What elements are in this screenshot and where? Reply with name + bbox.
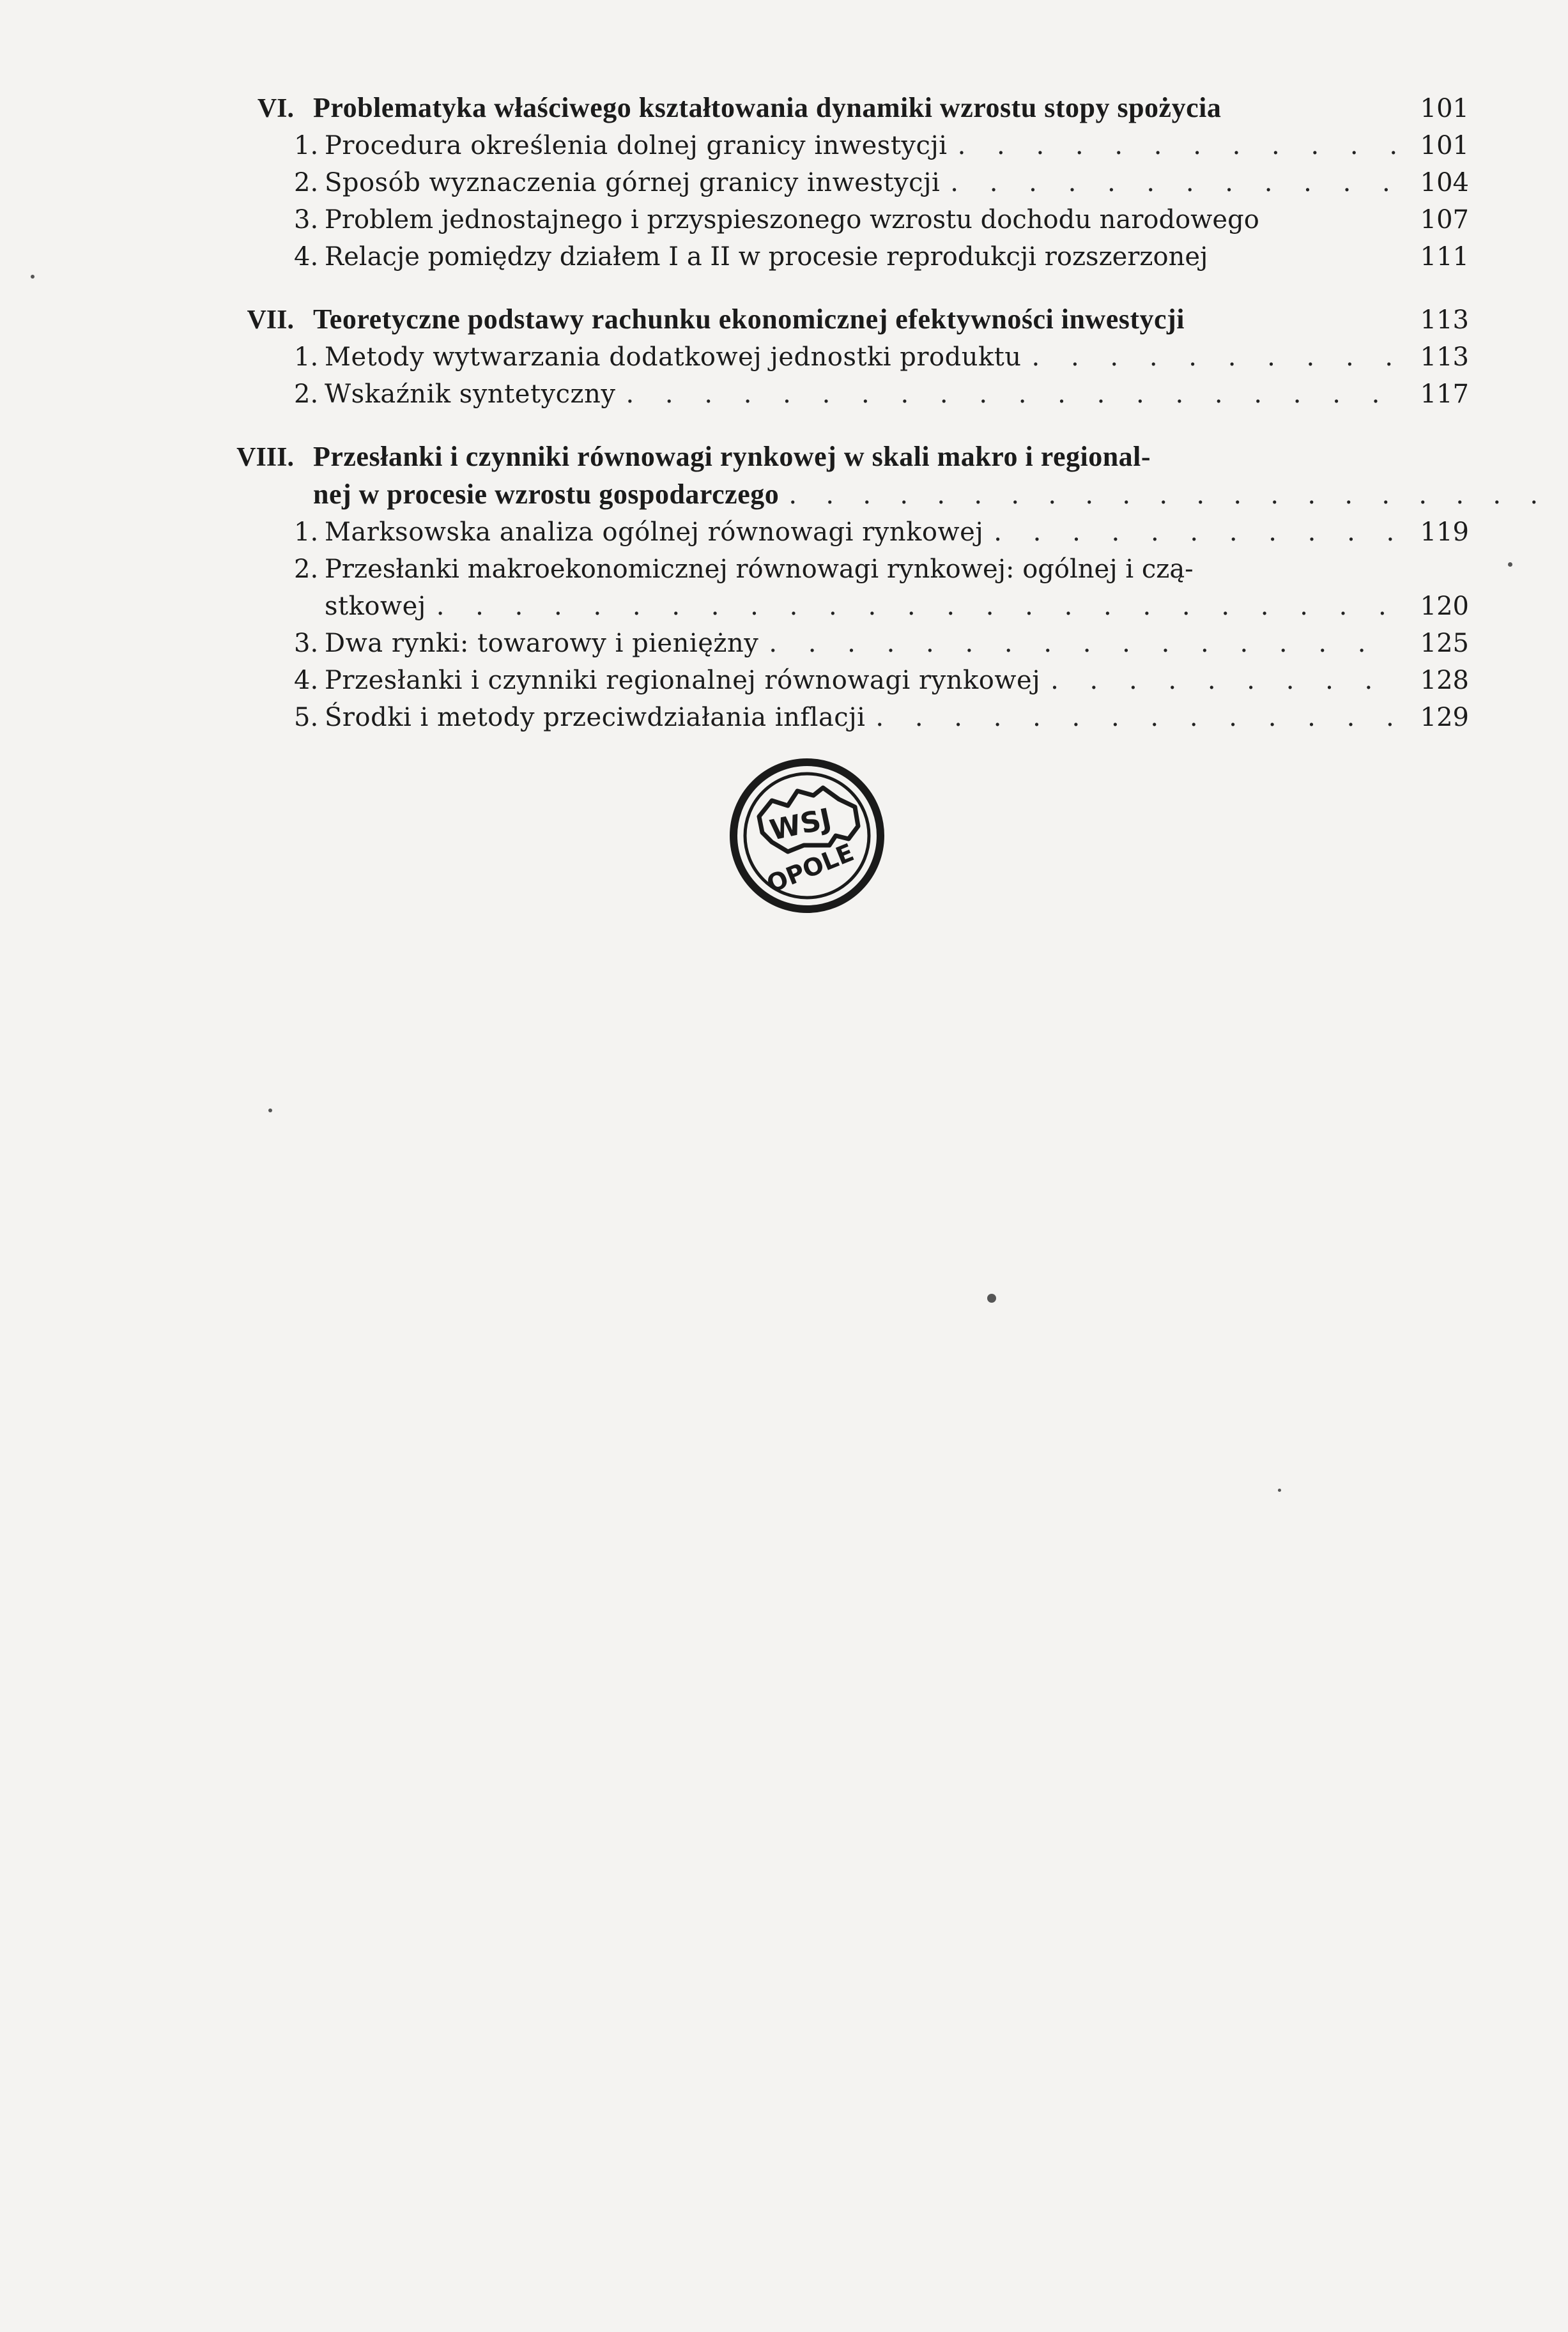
dot-leader — [983, 514, 1399, 551]
dot-leader — [426, 588, 1399, 625]
page-number: 119 — [1420, 518, 1469, 547]
entry-number: 2. — [294, 555, 319, 584]
dot-leader — [1040, 662, 1399, 699]
toc-entry-continued — [192, 588, 1469, 625]
chapter-heading — [192, 438, 1469, 476]
toc-entry — [192, 662, 1469, 699]
entry-title: Problem jednostajnego i przyspieszonego wzrostu dochodu narodowego — [325, 205, 1259, 234]
paper-speck — [987, 1294, 996, 1303]
dot-leader — [865, 699, 1399, 736]
paper-speck — [1508, 562, 1512, 567]
chapter-number: VII. — [247, 305, 294, 335]
chapter-8 — [192, 438, 1469, 736]
entry-number: 2. — [294, 168, 319, 197]
chapter-heading — [192, 301, 1469, 339]
chapter-title: Problematyka właściwego kształtowania dynamiki wzrostu stopy spożycia — [313, 92, 1222, 123]
page-number: 128 — [1420, 666, 1469, 695]
toc-entry — [192, 164, 1469, 201]
entry-title-line-2: stkowej — [325, 592, 426, 621]
entry-title: Sposób wyznaczenia górnej granicy inwestycji — [325, 168, 941, 197]
entry-number: 1. — [294, 342, 319, 372]
toc-entry — [192, 201, 1469, 238]
toc-entry — [192, 376, 1469, 413]
chapter-title-line-1: Przesłanki i czynniki równowagi rynkowej w skali makro i regional- — [313, 441, 1151, 472]
entry-number: 3. — [294, 629, 319, 658]
page-number: 125 — [1420, 629, 1469, 658]
dot-leader — [948, 127, 1399, 164]
library-stamp — [727, 756, 887, 916]
entry-title: Procedura określenia dolnej granicy inwestycji — [325, 131, 948, 160]
chapter-heading-continued — [192, 476, 1469, 514]
paper-speck — [31, 275, 35, 279]
entry-title: Relacje pomiędzy działem I a II w procesie reprodukcji rozszerzonej — [325, 242, 1208, 272]
chapter-number: VIII. — [236, 443, 294, 472]
toc-entry — [192, 625, 1469, 662]
entry-number: 3. — [294, 205, 319, 234]
chapter-7 — [192, 301, 1469, 413]
entry-number: 4. — [294, 666, 319, 695]
dot-leader — [940, 164, 1399, 201]
page-number: 101 — [1420, 131, 1469, 160]
entry-title: Marksowska analiza ogólnej równowagi rynkowej — [325, 518, 984, 547]
entry-title-line-1: Przesłanki makroekonomicznej równowagi rynkowej: ogólnej i czą- — [325, 555, 1194, 584]
chapter-number: VI. — [257, 94, 294, 123]
toc-entry — [192, 699, 1469, 736]
entry-number: 4. — [294, 242, 319, 272]
toc-entry — [192, 238, 1469, 275]
toc-entry — [192, 514, 1469, 551]
page-number: 120 — [1420, 592, 1469, 621]
entry-number: 5. — [294, 703, 319, 732]
table-of-contents — [192, 89, 1469, 762]
entry-title: Środki i metody przeciwdziałania inflacji — [325, 703, 866, 732]
page-number: 113 — [1420, 305, 1469, 335]
page-number: 129 — [1420, 703, 1469, 732]
page-number: 101 — [1420, 94, 1469, 123]
chapter-title: Teoretyczne podstawy rachunku ekonomicznej efektywności inwestycji — [313, 303, 1185, 335]
paper-speck — [1278, 1489, 1281, 1492]
entry-title: Metody wytwarzania dodatkowej jednostki produktu — [325, 342, 1022, 372]
entry-title: Przesłanki i czynniki regionalnej równowagi rynkowej — [325, 666, 1041, 695]
page-number: 111 — [1420, 242, 1469, 272]
dot-leader — [758, 625, 1399, 662]
toc-entry — [192, 339, 1469, 376]
paper-speck — [268, 1108, 272, 1112]
toc-entry — [192, 127, 1469, 164]
page-number: 113 — [1420, 342, 1469, 372]
page-number: 104 — [1420, 168, 1469, 197]
dot-leader — [615, 376, 1399, 413]
stamp-text-line-1: WSJ — [767, 802, 834, 847]
entry-number: 1. — [294, 131, 319, 160]
page-number: 107 — [1420, 205, 1469, 234]
stamp-text-line-2: OPOLE — [762, 838, 858, 899]
dot-leader — [779, 476, 1568, 513]
chapter-heading — [192, 89, 1469, 127]
entry-number: 1. — [294, 518, 319, 547]
chapter-title-line-2: nej w procesie wzrostu gospodarczego — [313, 479, 780, 510]
chapter-6 — [192, 89, 1469, 275]
entry-number: 2. — [294, 380, 319, 409]
toc-entry — [192, 551, 1469, 588]
entry-title: Dwa rynki: towarowy i pieniężny — [325, 629, 759, 658]
dot-leader — [1022, 339, 1399, 376]
entry-title: Wskaźnik syntetyczny — [325, 380, 616, 409]
page-number: 117 — [1420, 380, 1469, 409]
